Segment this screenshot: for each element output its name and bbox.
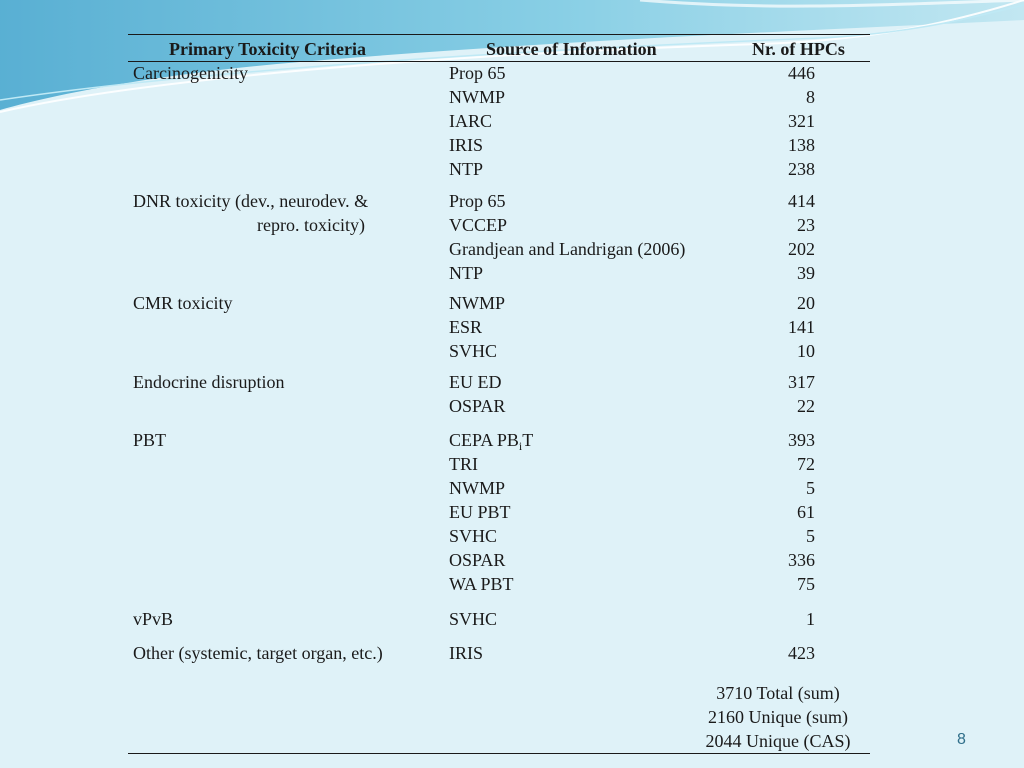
source-cell <box>449 133 483 157</box>
count-cell: 393 <box>788 430 815 450</box>
count-cell: 72 <box>797 454 815 474</box>
summary-line: 2160 Unique (sum) <box>708 707 848 727</box>
source-cell <box>449 213 507 237</box>
source-text: Prop 65 <box>449 191 506 211</box>
count-cell: 138 <box>788 135 815 155</box>
source-cell <box>449 261 483 285</box>
source-text: IRIS <box>449 643 484 663</box>
count-cell: 39 <box>797 263 815 283</box>
source-text: TRI <box>449 454 478 474</box>
source-text: WA PBT <box>449 574 514 594</box>
criteria-label-continued: repro. toxicity) <box>257 215 365 235</box>
header-criteria: Primary Toxicity Criteria <box>169 39 366 59</box>
source-cell <box>449 315 482 339</box>
source-text: Grandjean and Landrigan (2006) <box>449 239 686 259</box>
source-text: NTP <box>449 263 484 283</box>
source-cell <box>449 572 514 596</box>
count-cell: 23 <box>797 215 815 235</box>
source-text: NWMP <box>449 87 506 107</box>
source-text: NTP <box>449 159 484 179</box>
criteria-label: Other (systemic, target organ, etc.) <box>133 643 383 663</box>
source-cell <box>449 452 478 476</box>
summary-line: 2044 Unique (CAS) <box>705 731 851 751</box>
count-cell: 141 <box>788 317 815 337</box>
count-cell: 22 <box>797 396 815 416</box>
count-cell: 238 <box>788 159 815 179</box>
page-number: 8 <box>957 731 966 748</box>
source-text: OSPAR <box>449 550 506 570</box>
count-cell: 5 <box>806 478 815 498</box>
source-cell <box>449 524 497 548</box>
criteria-label: DNR toxicity (dev., neurodev. & <box>133 191 369 211</box>
source-cell <box>449 109 492 133</box>
source-cell <box>449 189 506 213</box>
criteria-label: PBT <box>133 430 167 450</box>
count-cell: 446 <box>788 63 815 83</box>
source-cell <box>449 476 505 500</box>
count-cell: 423 <box>788 643 815 663</box>
source-text: OSPAR <box>449 396 506 416</box>
source-text: NWMP <box>449 478 506 498</box>
source-cell <box>449 237 685 261</box>
criteria-label: CMR toxicity <box>133 293 233 313</box>
source-text: CEPA PB <box>449 430 519 450</box>
count-cell: 1 <box>806 609 815 629</box>
count-cell: 202 <box>788 239 815 259</box>
source-text: VCCEP <box>449 215 508 235</box>
source-text: EU ED <box>449 372 502 392</box>
criteria-label: vPvB <box>133 609 174 629</box>
source-text: SVHC <box>449 609 498 629</box>
toxicity-table <box>128 34 870 754</box>
source-text: NWMP <box>449 293 506 313</box>
source-cell <box>449 61 506 85</box>
source-cell <box>449 500 511 524</box>
criteria-label: Endocrine disruption <box>133 372 285 392</box>
count-cell: 321 <box>788 111 815 131</box>
count-cell: 75 <box>797 574 815 594</box>
source-text: SVHC <box>449 526 498 546</box>
source-text: SVHC <box>449 341 498 361</box>
source-cell <box>449 394 505 418</box>
source-cell <box>449 339 497 363</box>
source-text: IRIS <box>449 135 484 155</box>
source-cell <box>449 370 502 394</box>
table-header <box>128 37 870 62</box>
count-cell: 8 <box>806 87 815 107</box>
source-text: IARC <box>449 111 493 131</box>
source-text: Prop 65 <box>449 63 506 83</box>
source-text-tail: T <box>522 430 534 450</box>
count-cell: 317 <box>788 372 815 392</box>
count-cell: 20 <box>797 293 815 313</box>
count-cell: 10 <box>797 341 815 361</box>
count-cell: 5 <box>806 526 815 546</box>
count-cell: 336 <box>788 550 815 570</box>
source-cell <box>449 85 505 109</box>
source-subscript: i <box>518 439 523 453</box>
source-cell <box>449 641 483 665</box>
count-cell: 414 <box>788 191 815 211</box>
summary-line: 3710 Total (sum) <box>716 683 840 703</box>
criteria-label: Carcinogenicity <box>133 63 248 83</box>
source-cell <box>449 607 497 631</box>
header-count: Nr. of HPCs <box>752 39 845 59</box>
source-text: EU PBT <box>449 502 511 522</box>
source-cell <box>449 157 483 181</box>
source-cell <box>449 548 505 572</box>
source-cell <box>449 291 505 315</box>
source-text: ESR <box>449 317 483 337</box>
count-cell: 61 <box>797 502 815 522</box>
header-source: Source of Information <box>486 39 657 59</box>
